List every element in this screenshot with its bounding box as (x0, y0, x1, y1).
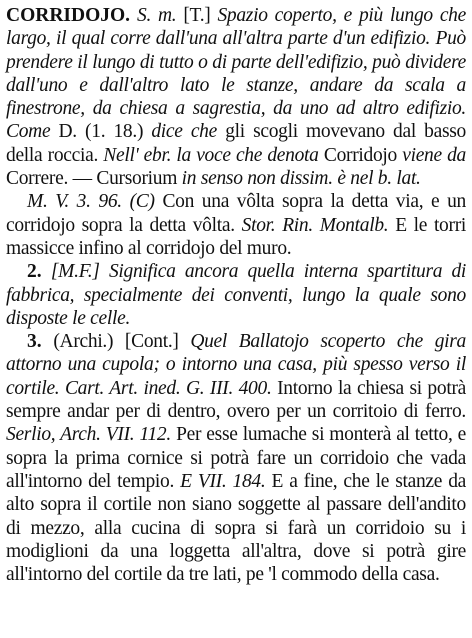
etymology-intro: Nell' ebr. la voce che denota (103, 144, 319, 166)
citation-text-3: Intorno la chiesa si potrà sempre andar per di dentro, overo per un corritoio di ferro. (6, 377, 466, 423)
sense-3-number: 3. (27, 331, 42, 353)
etymology-viene-da: viene da (402, 144, 466, 166)
citations-paragraph (6, 190, 466, 260)
etymology-source: Correre. — Cursorium (6, 168, 178, 190)
source-tag: [T.] (183, 5, 211, 26)
citation-text-1: Con una vôlta sopra la detta via, e un corridojo sopra la detta vôlta. (6, 191, 467, 236)
sense-2-paragraph (6, 260, 466, 330)
dante-quote: gli scogli movevano dal basso della roccia. (6, 121, 467, 166)
dictionary-entry (6, 4, 466, 586)
sense-3-definition: Quel Ballatojo scoperto che gira attorno una cupola; o intorno una casa, più spesso verso il cortile. (6, 331, 466, 399)
citation-ref-3: Cart. Art. ined. G. III. 400. (64, 377, 272, 399)
etymology-word: Corridojo (323, 144, 397, 166)
sense-2-definition: Significa ancora quella interna spartitura di fabbrica, specialmente dei conventi, lungo la quale sono disposte le celle. (6, 261, 467, 329)
citation-ref-2: Stor. Rin. Montalb. (241, 214, 389, 236)
headword: CORRIDOJO. (6, 5, 131, 26)
citation-text-2: E le torri massicce infino al corridojo del muro. (6, 214, 467, 259)
etymology-note: in senso non dissim. è nel b. lat. (181, 168, 421, 190)
citation-text-5: E a fine, che le stanze da alto sopra il cortile non siano soggette al passare dell'andito di mezzo, alla cucina di sopra si farà un corridoio su i modiglioni da una loggetta all'altra, dove si potrà gire all'intorno del cortile da tre lati, pe 'l commodo della casa. (6, 470, 467, 586)
sense-2-tag: [M.F.] (50, 261, 100, 283)
sense-3-paragraph (6, 330, 466, 586)
grammar-label: S. m. (137, 5, 177, 26)
sense-3-tag: (Archi.) [Cont.] (53, 331, 179, 353)
sense-2-number: 2. (27, 261, 42, 283)
come-label: Come (6, 121, 51, 143)
citation-text-4: Per esse lumache si monterà al tetto, e sopra la prima cornice si potrà fare un corridoio che vada all'intorno del tempio. (6, 424, 466, 492)
citation-ref-5: E VII. 184. (180, 470, 266, 492)
entry-main-paragraph (6, 4, 466, 190)
definition: Spazio coperto, e più lungo che largo, il qual corre dall'una all'altra parte d'un edifizio. Può prendere il lungo di tutto o di parte dell'edifizio, può dividere dall'uno e dall'altro lato le stanze, andare da scala a finestrone, da chiesa a sagrestia, da uno ad altro edifizio. (6, 5, 466, 120)
dante-reference: D. (1. 18.) (58, 121, 144, 143)
citation-ref-1: M. V. 3. 96. (C) (27, 191, 155, 213)
citation-ref-4: Serlio, Arch. VII. 112. (6, 424, 171, 446)
dice-che-label: dice che (151, 121, 217, 143)
